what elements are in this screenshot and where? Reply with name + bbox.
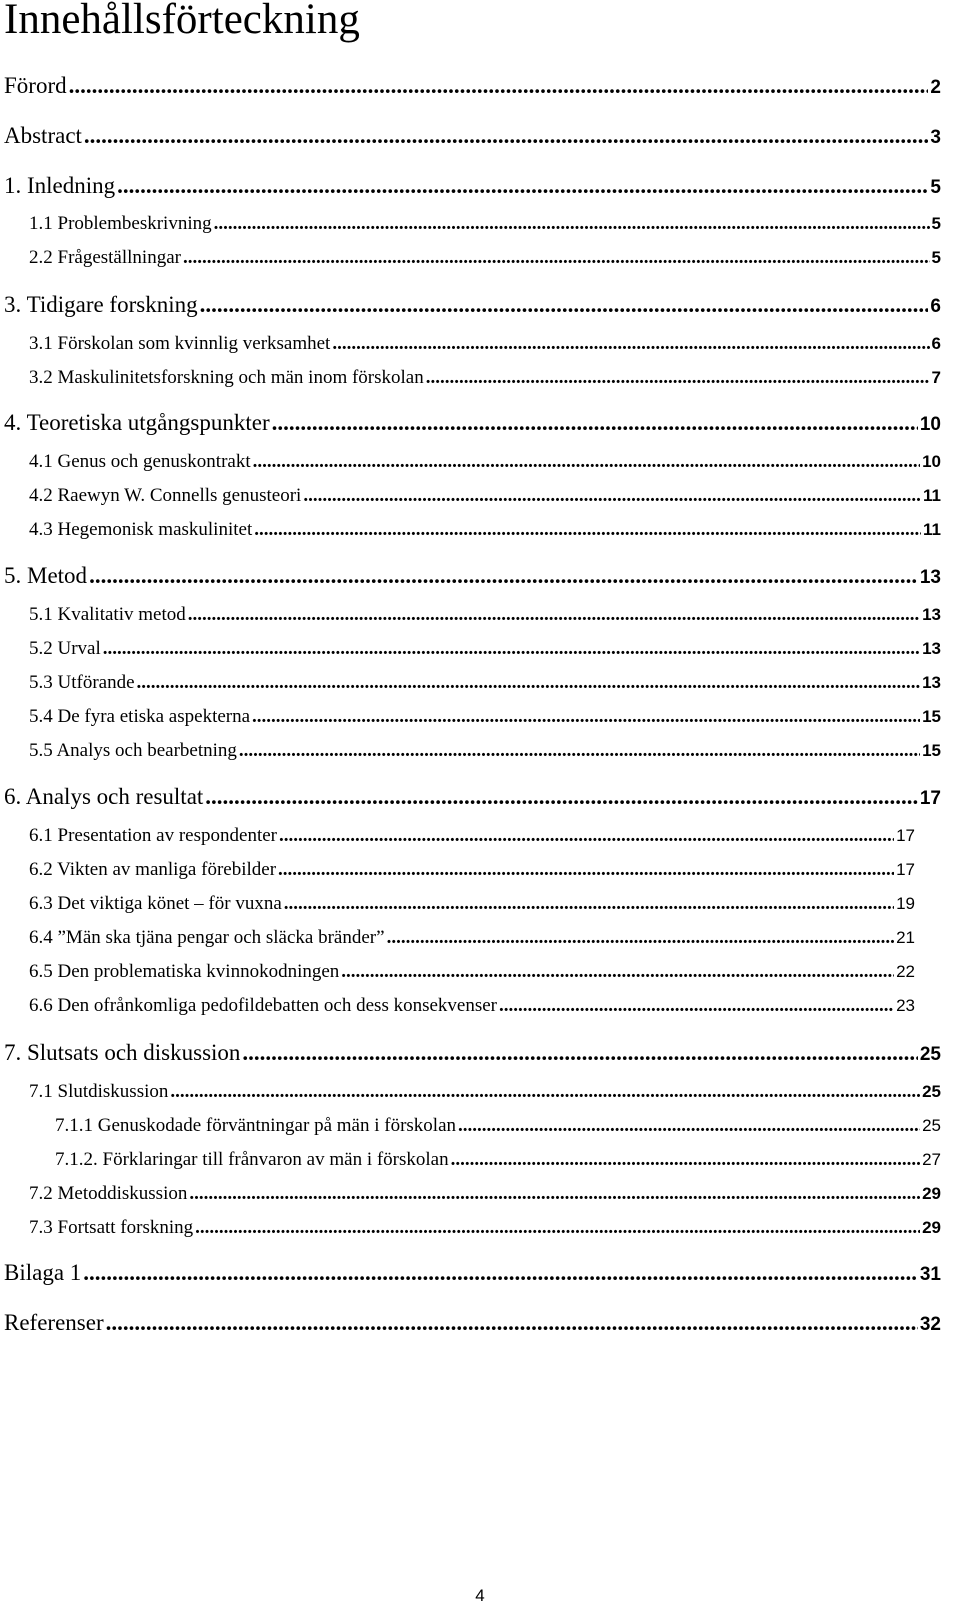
toc-entry-6-4[interactable]	[29, 927, 915, 949]
toc-entry-page: 11	[923, 486, 941, 505]
dot-leader	[195, 1217, 920, 1239]
page-title: Innehållsförteckning	[4, 0, 360, 43]
dot-leader	[254, 519, 921, 541]
dot-leader	[137, 672, 921, 694]
toc-entry-5-3[interactable]	[29, 672, 941, 694]
dot-leader	[89, 563, 918, 589]
toc-entry-page: 17	[919, 788, 941, 809]
toc-entry-page: 25	[922, 1116, 941, 1135]
toc-entry-label: 5.2 Urval	[29, 638, 101, 659]
dot-leader	[189, 1183, 920, 1205]
toc-entry-label: 7.2 Metoddiskussion	[29, 1183, 188, 1204]
dot-leader	[183, 247, 930, 269]
toc-entry-4-2[interactable]	[29, 485, 941, 507]
toc-entry-page: 29	[922, 1218, 941, 1237]
toc-entry-label: 4.3 Hegemonisk maskulinitet	[29, 519, 253, 540]
toc-entry-label: 4.1 Genus och genuskontrakt	[29, 451, 251, 472]
toc-entry-5-5[interactable]	[29, 740, 941, 762]
toc-entry-label: Abstract	[4, 123, 82, 148]
toc-entry-5[interactable]	[4, 563, 941, 589]
toc-entry-label: 5.1 Kvalitativ metod	[29, 604, 186, 625]
dot-leader	[103, 638, 920, 660]
toc-entry-5-1[interactable]	[29, 604, 941, 626]
page-number: 4	[475, 1586, 485, 1605]
toc-entry-7-1[interactable]	[29, 1081, 941, 1103]
toc-entry-page: 13	[922, 605, 941, 624]
toc-entry-4-3[interactable]	[29, 519, 941, 541]
dot-leader	[458, 1115, 920, 1137]
toc-entry-label: 6.5 Den problematiska kvinnokodningen	[29, 961, 340, 982]
toc-entry-1[interactable]	[4, 173, 941, 199]
toc-entry-2-2[interactable]	[29, 247, 941, 269]
toc-entry-page: 6	[931, 334, 941, 353]
toc-entry-page: 5	[930, 177, 941, 198]
toc-entry-6-2[interactable]	[29, 859, 915, 881]
toc-entry-page: 13	[919, 567, 941, 588]
dot-leader	[272, 410, 918, 436]
toc-entry-7-2[interactable]	[29, 1183, 941, 1205]
dot-leader	[303, 485, 921, 507]
toc-entry-label: Referenser	[4, 1310, 104, 1335]
toc-entry-label: 1.1 Problembeskrivning	[29, 213, 212, 234]
dot-leader	[106, 1310, 918, 1336]
toc-entry-3-2[interactable]	[29, 367, 941, 389]
toc-entry-page: 25	[922, 1082, 941, 1101]
dot-leader	[205, 784, 918, 810]
dot-leader	[279, 825, 894, 847]
toc-entry-4-1[interactable]	[29, 451, 941, 473]
dot-leader	[239, 740, 920, 762]
toc-entry-4[interactable]	[4, 410, 941, 436]
toc-entry-3-1[interactable]	[29, 333, 941, 355]
toc-entry-label: 5.4 De fyra etiska aspekterna	[29, 706, 251, 727]
toc-entry-label: 3. Tidigare forskning	[4, 292, 198, 317]
toc-entry-page: 21	[896, 928, 915, 947]
toc-entry-label: 7.1 Slutdiskussion	[29, 1081, 169, 1102]
dot-leader	[242, 1040, 917, 1066]
toc-entry-page: 3	[930, 127, 941, 148]
toc-entry-page: 15	[922, 741, 941, 760]
toc-entry-bilaga-1[interactable]	[4, 1260, 941, 1286]
dot-leader	[252, 706, 920, 728]
dot-leader	[341, 961, 894, 983]
toc-entry-page: 27	[922, 1150, 941, 1169]
toc-entry-label: 7.1.2. Förklaringar till frånvaron av män i förskolan	[55, 1149, 449, 1170]
toc-entry-label: 4. Teoretiska utgångspunkter	[4, 410, 270, 435]
toc-entry-label: 1. Inledning	[4, 173, 116, 198]
toc-entry-label: 6.3 Det viktiga könet – för vuxna	[29, 893, 282, 914]
toc-entry-page: 31	[919, 1264, 941, 1285]
toc-entry-label: 5.5 Analys och bearbetning	[29, 740, 237, 761]
toc-entry-page: 29	[922, 1184, 941, 1203]
toc-entry-page: 2	[930, 77, 941, 98]
toc-entry-7-1-1[interactable]	[55, 1115, 941, 1137]
toc-entry-label: 2.2 Frågeställningar	[29, 247, 181, 268]
toc-entry-label: 5.3 Utförande	[29, 672, 135, 693]
toc-entry-label: 6.6 Den ofrånkomliga pedofildebatten och dess konsekvenser	[29, 995, 498, 1016]
toc-entry-label: 7.3 Fortsatt forskning	[29, 1217, 194, 1238]
toc-entry-page: 7	[931, 368, 941, 387]
toc-entry-page: 23	[896, 996, 915, 1015]
toc-entry-6-1[interactable]	[29, 825, 915, 847]
dot-leader	[278, 859, 894, 881]
toc-entry-label: 7. Slutsats och diskussion	[4, 1040, 241, 1065]
toc-entry-abstract[interactable]	[4, 123, 941, 149]
toc-entry-referenser[interactable]	[4, 1310, 941, 1336]
dot-leader	[117, 173, 928, 199]
toc-entry-6[interactable]	[4, 784, 941, 810]
toc-entry-label: 6.4 ”Män ska tjäna pengar och släcka bränder”	[29, 927, 385, 948]
dot-leader	[499, 995, 894, 1017]
dot-leader	[69, 73, 929, 99]
dot-leader	[188, 604, 920, 626]
dot-leader	[84, 123, 929, 149]
toc-entry-3[interactable]	[4, 292, 941, 318]
toc-entry-page: 10	[922, 452, 941, 471]
dot-leader	[332, 333, 929, 355]
toc-entry-label: 3.2 Maskulinitetsforskning och män inom förskolan	[29, 367, 424, 388]
toc-entry-page: 17	[896, 826, 915, 845]
toc-entry-page: 6	[930, 296, 941, 317]
toc-entry-7-1-2[interactable]	[55, 1149, 941, 1171]
toc-entry-label: Bilaga 1	[4, 1260, 82, 1285]
toc-entry-label: 6.1 Presentation av respondenter	[29, 825, 277, 846]
toc-entry-page: 17	[896, 860, 915, 879]
toc-entry-5-4[interactable]	[29, 706, 941, 728]
toc-entry-page: 25	[919, 1044, 941, 1065]
dot-leader	[451, 1149, 920, 1171]
toc-entry-6-5[interactable]	[29, 961, 915, 983]
dot-leader	[170, 1081, 920, 1103]
toc-entry-label: 5. Metod	[4, 563, 88, 588]
toc-entry-5-2[interactable]	[29, 638, 941, 660]
toc-entry-1-1[interactable]	[29, 213, 941, 235]
toc-entry-6-3[interactable]	[29, 893, 915, 915]
toc-entry-label: 3.1 Förskolan som kvinnlig verksamhet	[29, 333, 331, 354]
toc-entry-6-6[interactable]	[29, 995, 915, 1017]
toc-entry-label: 6.2 Vikten av manliga förebilder	[29, 859, 277, 880]
toc-entry-page: 5	[931, 248, 941, 267]
toc-entry-label: 6. Analys och resultat	[4, 784, 204, 809]
toc-entry-page: 13	[922, 639, 941, 658]
dot-leader	[253, 451, 920, 473]
toc-entry-page: 32	[919, 1314, 941, 1335]
toc-entry-label: 4.2 Raewyn W. Connells genusteori	[29, 485, 302, 506]
dot-leader	[426, 367, 930, 389]
toc-entry-page: 5	[931, 214, 941, 233]
dot-leader	[387, 927, 895, 949]
toc-entry-label: 7.1.1 Genuskodade förväntningar på män i förskolan	[55, 1115, 457, 1136]
toc-entry-forord[interactable]	[4, 73, 941, 99]
toc-entry-page: 11	[923, 520, 941, 539]
toc-entry-7[interactable]	[4, 1040, 941, 1066]
toc-entry-page: 22	[896, 962, 915, 981]
dot-leader	[214, 213, 930, 235]
toc-entry-page: 10	[919, 414, 941, 435]
toc-entry-label: Förord	[4, 73, 67, 98]
dot-leader	[83, 1260, 918, 1286]
toc-entry-page: 13	[922, 673, 941, 692]
toc-entry-page: 19	[896, 894, 915, 913]
dot-leader	[284, 893, 894, 915]
toc-entry-page: 15	[922, 707, 941, 726]
dot-leader	[200, 292, 929, 318]
toc-entry-7-3[interactable]	[29, 1217, 941, 1239]
